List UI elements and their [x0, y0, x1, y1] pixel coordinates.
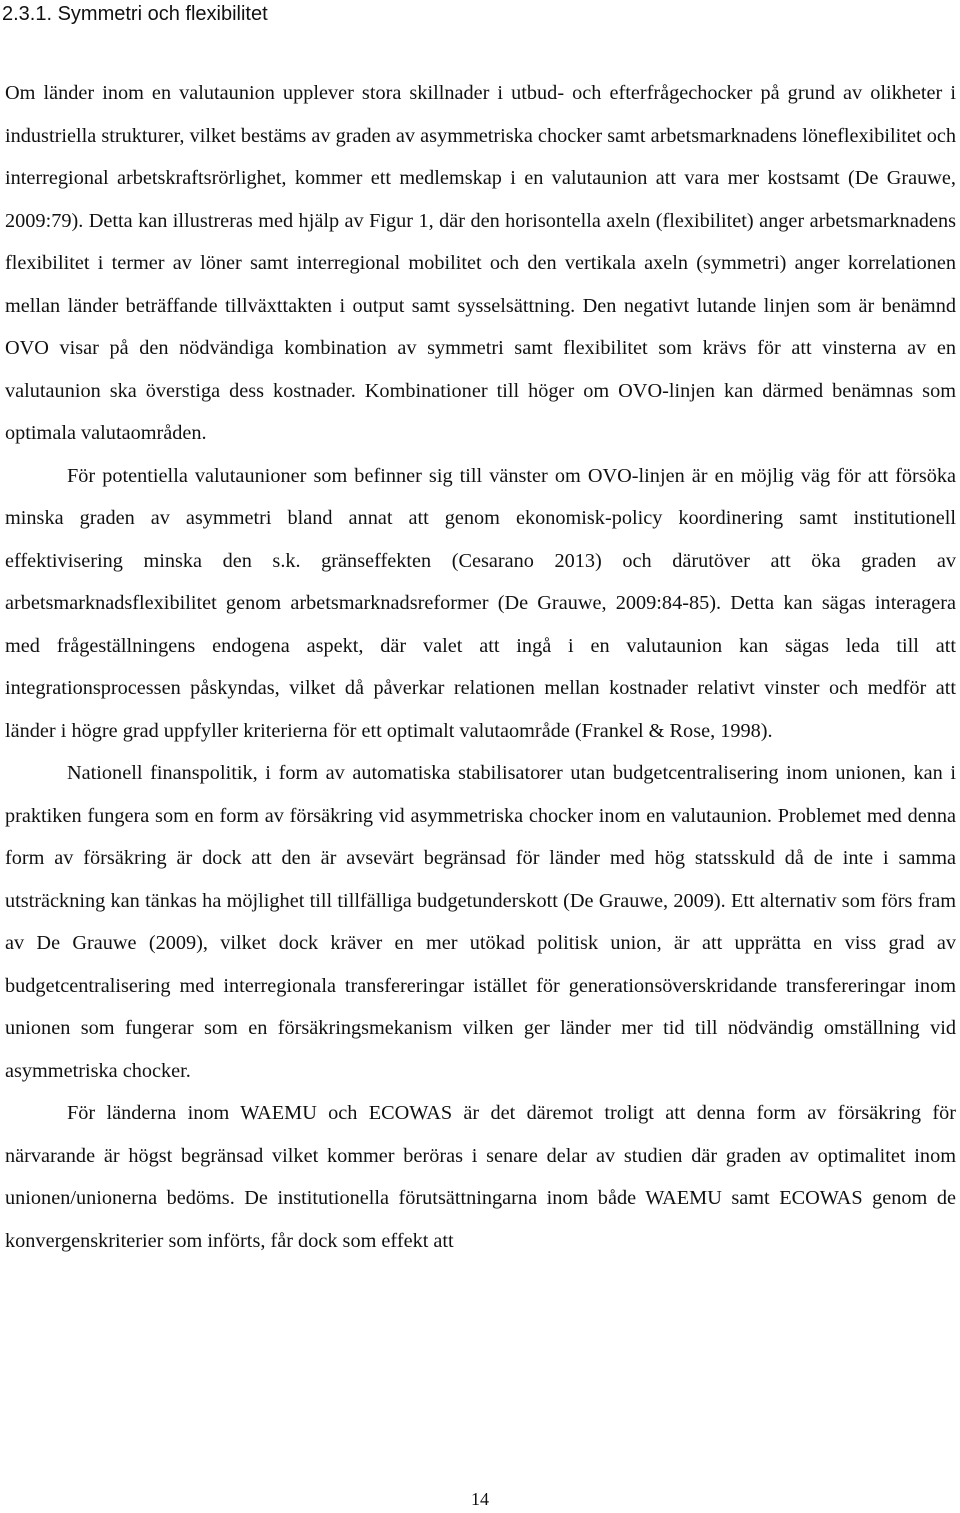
body-text	[5, 72, 956, 1262]
paragraph-2: För potentiella valutaunioner som befinner sig till vänster om OVO-linjen är en möjlig väg för att försöka minska graden av asymmetri bland annat att genom ekonomisk-policy koordinering samt institutionell effektivisering minska den s.k. gränseffekten (Cesarano 2013) och därutöver att öka graden av arbetsmarknadsflexibilitet genom arbetsmarknadsreformer (De Grauwe, 2009:84-85). Detta kan sägas interagera med frågeställningens endogena aspekt, där valet att ingå i en valutaunion kan sägas leda till att integrationsprocessen påskyndas, vilket då påverkar relationen mellan kostnader relativt vinster och medför att länder i högre grad uppfyller kriterierna för ett optimalt valutaområde (Frankel & Rose, 1998).	[5, 464, 956, 742]
paragraph-3: Nationell finanspolitik, i form av automatiska stabilisatorer utan budgetcentralisering inom unionen, kan i praktiken fungera som en form av försäkring vid asymmetriska chocker inom en valutaunion. Problemet med denna form av försäkring är dock att den är avsevärt begränsad för länder med hög statsskuld då de inte i samma utsträckning kan tänkas ha möjlighet till tillfälliga budgetunderskott (De Grauwe, 2009). Ett alternativ som förs fram av De Grauwe (2009), vilket dock kräver en mer utökad politisk union, är att upprätta en viss grad av budgetcentralisering med interregionala transfereringar istället för generationsöverskridande transfereringar inom unionen som fungerar som en försäkringsmekanism vilken ger länder mer tid till nödvändig omställning vid asymmetriska chocker.	[5, 762, 956, 1082]
page-number: 14	[471, 1489, 489, 1509]
paragraph-4: För länderna inom WAEMU och ECOWAS är det däremot troligt att denna form av försäkring för närvarande är högst begränsad vilket kommer beröras i senare delar av studien där graden av optimalitet inom unionen/unionerna bedöms. De institutionella förutsättningarna inom både WAEMU samt ECOWAS genom de konvergenskriterier som införts, får dock som effekt att	[5, 1102, 956, 1252]
section-heading: 2.3.1. Symmetri och flexibilitet	[2, 3, 268, 25]
paragraph-1: Om länder inom en valutaunion upplever stora skillnader i utbud- och efterfrågechocker på grund av olikheter i industriella strukturer, vilket bestäms av graden av asymmetriska chocker samt arbetsmarknadens löneflexibilitet och interregional arbetskraftsrörlighet, kommer ett medlemskap i en valutaunion att vara mer kostsamt (De Grauwe, 2009:79). Detta kan illustreras med hjälp av Figur 1, där den horisontella axeln (flexibilitet) anger arbetsmarknadens flexibilitet i termer av löner samt interregional mobilitet och den vertikala axeln (symmetri) anger korrelationen mellan länder beträffande tillväxttakten i output samt sysselsättning. Den negativt lutande linjen som är benämnd OVO visar på den nödvändiga kombination av symmetri samt flexibilitet som krävs för att vinsterna av en valutaunion ska överstiga dess kostnader. Kombinationer till höger om OVO-linjen kan därmed benämnas som optimala valutaområden.	[5, 82, 956, 444]
